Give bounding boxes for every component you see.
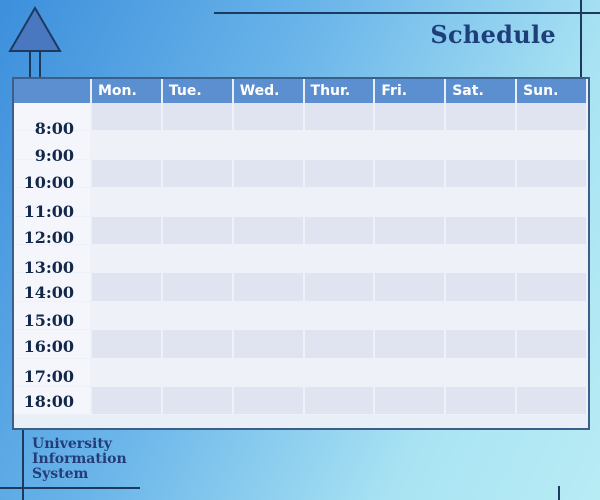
schedule-cell[interactable]: [91, 103, 162, 131]
schedule-cell[interactable]: [233, 358, 304, 386]
schedule-cell[interactable]: [91, 159, 162, 187]
schedule-cell[interactable]: [233, 159, 304, 187]
time-label-14: 14:00: [23, 283, 74, 302]
day-header-tue: Tue.: [162, 79, 233, 103]
schedule-cell[interactable]: [162, 330, 233, 358]
schedule-row: [14, 330, 587, 358]
schedule-cell[interactable]: [445, 216, 516, 244]
schedule-cell[interactable]: [162, 244, 233, 272]
schedule-cell[interactable]: [516, 159, 587, 187]
schedule-row: [14, 301, 587, 329]
schedule-cell[interactable]: [91, 301, 162, 329]
schedule-cell[interactable]: [516, 216, 587, 244]
schedule-cell[interactable]: [516, 273, 587, 301]
schedule-cell[interactable]: [162, 386, 233, 414]
schedule-cell[interactable]: [516, 188, 587, 216]
schedule-cell[interactable]: [516, 386, 587, 414]
day-header-wed: Wed.: [233, 79, 304, 103]
time-label-15: 15:00: [23, 311, 74, 330]
schedule-cell[interactable]: [445, 358, 516, 386]
schedule-cell[interactable]: [233, 330, 304, 358]
schedule-cell[interactable]: [516, 330, 587, 358]
schedule-cell[interactable]: [516, 131, 587, 159]
schedule-cell[interactable]: [233, 244, 304, 272]
top-line: [214, 12, 600, 14]
schedule-cell[interactable]: [233, 131, 304, 159]
schedule-row: [14, 103, 587, 131]
schedule-cell[interactable]: [374, 330, 445, 358]
page-title: Schedule: [430, 20, 556, 49]
schedule-cell[interactable]: [91, 358, 162, 386]
time-label-10: 10:00: [23, 173, 74, 192]
schedule-cell[interactable]: [516, 358, 587, 386]
schedule-cell[interactable]: [162, 103, 233, 131]
schedule-cell[interactable]: [445, 386, 516, 414]
schedule-cell[interactable]: [374, 131, 445, 159]
schedule-cell[interactable]: [445, 330, 516, 358]
schedule-cell[interactable]: [233, 216, 304, 244]
time-label-17: 17:00: [23, 367, 74, 386]
schedule-cell[interactable]: [233, 273, 304, 301]
schedule-cell[interactable]: [304, 358, 375, 386]
schedule-grid: [12, 77, 590, 430]
schedule-cell[interactable]: [374, 216, 445, 244]
footer-line-2: Information: [32, 451, 127, 467]
schedule-cell[interactable]: [516, 244, 587, 272]
time-label-9: 9:00: [34, 146, 74, 165]
footer-horizontal-line: [0, 487, 140, 489]
schedule-row: [14, 273, 587, 301]
day-header-mon: Mon.: [91, 79, 162, 103]
time-label-18: 18:00: [23, 392, 74, 411]
pole-left: [29, 50, 31, 78]
schedule-cell[interactable]: [233, 386, 304, 414]
schedule-cell[interactable]: [162, 358, 233, 386]
schedule-cell[interactable]: [162, 273, 233, 301]
schedule-row: [14, 244, 587, 272]
schedule-row: [14, 188, 587, 216]
schedule-cell[interactable]: [445, 244, 516, 272]
schedule-cell[interactable]: [304, 103, 375, 131]
schedule-cell[interactable]: [445, 301, 516, 329]
schedule-cell[interactable]: [445, 131, 516, 159]
schedule-cell[interactable]: [374, 386, 445, 414]
schedule-cell[interactable]: [91, 188, 162, 216]
schedule-cell[interactable]: [304, 216, 375, 244]
day-header-sun: Sun.: [516, 79, 587, 103]
schedule-cell[interactable]: [374, 103, 445, 131]
triangle-icon: [8, 6, 62, 54]
schedule-cell[interactable]: [374, 159, 445, 187]
schedule-cell[interactable]: [91, 131, 162, 159]
day-header-fri: Fri.: [374, 79, 445, 103]
corner-header-cell: [14, 79, 91, 103]
schedule-cell[interactable]: [304, 386, 375, 414]
footer-line-1: University: [32, 436, 112, 452]
right-vertical-line: [580, 0, 582, 78]
schedule-cell[interactable]: [162, 216, 233, 244]
schedule-cell[interactable]: [91, 244, 162, 272]
schedule-cell[interactable]: [374, 244, 445, 272]
schedule-cell[interactable]: [233, 188, 304, 216]
day-header-thur: Thur.: [304, 79, 375, 103]
schedule-cell[interactable]: [516, 301, 587, 329]
schedule-cell[interactable]: [162, 301, 233, 329]
schedule-row: [14, 386, 587, 414]
schedule-cell[interactable]: [162, 159, 233, 187]
schedule-cell[interactable]: [374, 358, 445, 386]
schedule-cell[interactable]: [304, 159, 375, 187]
schedule-cell[interactable]: [445, 188, 516, 216]
time-label-16: 16:00: [23, 337, 74, 356]
schedule-cell[interactable]: [374, 273, 445, 301]
schedule-cell[interactable]: [374, 301, 445, 329]
schedule-row: [14, 131, 587, 159]
schedule-cell[interactable]: [91, 386, 162, 414]
time-label-13: 13:00: [23, 258, 74, 277]
schedule-cell[interactable]: [304, 244, 375, 272]
time-label-8: 8:00: [34, 119, 74, 138]
schedule-cell[interactable]: [304, 330, 375, 358]
schedule-cell[interactable]: [516, 103, 587, 131]
schedule-row: [14, 358, 587, 386]
schedule-row: [14, 159, 587, 187]
footer-vertical-line: [22, 430, 24, 500]
schedule-cell[interactable]: [304, 301, 375, 329]
schedule-cell[interactable]: [445, 103, 516, 131]
schedule-cell[interactable]: [162, 188, 233, 216]
footer-logo-text: [32, 437, 127, 482]
time-label-12: 12:00: [23, 228, 74, 247]
schedule-cell[interactable]: [374, 188, 445, 216]
schedule-cell[interactable]: [233, 301, 304, 329]
pole-right: [39, 50, 41, 78]
bottom-right-line: [558, 486, 560, 500]
day-header-sat: Sat.: [445, 79, 516, 103]
schedule-cell[interactable]: [162, 131, 233, 159]
schedule-cell[interactable]: [233, 103, 304, 131]
schedule-cell[interactable]: [304, 131, 375, 159]
schedule-row: [14, 216, 587, 244]
schedule-cell[interactable]: [91, 216, 162, 244]
schedule-cell[interactable]: [91, 273, 162, 301]
schedule-cell[interactable]: [445, 273, 516, 301]
schedule-cell[interactable]: [304, 188, 375, 216]
schedule-cell[interactable]: [91, 330, 162, 358]
schedule-cell[interactable]: [445, 159, 516, 187]
schedule-cell[interactable]: [304, 273, 375, 301]
time-label-11: 11:00: [23, 202, 74, 221]
footer-line-3: System: [32, 466, 89, 482]
